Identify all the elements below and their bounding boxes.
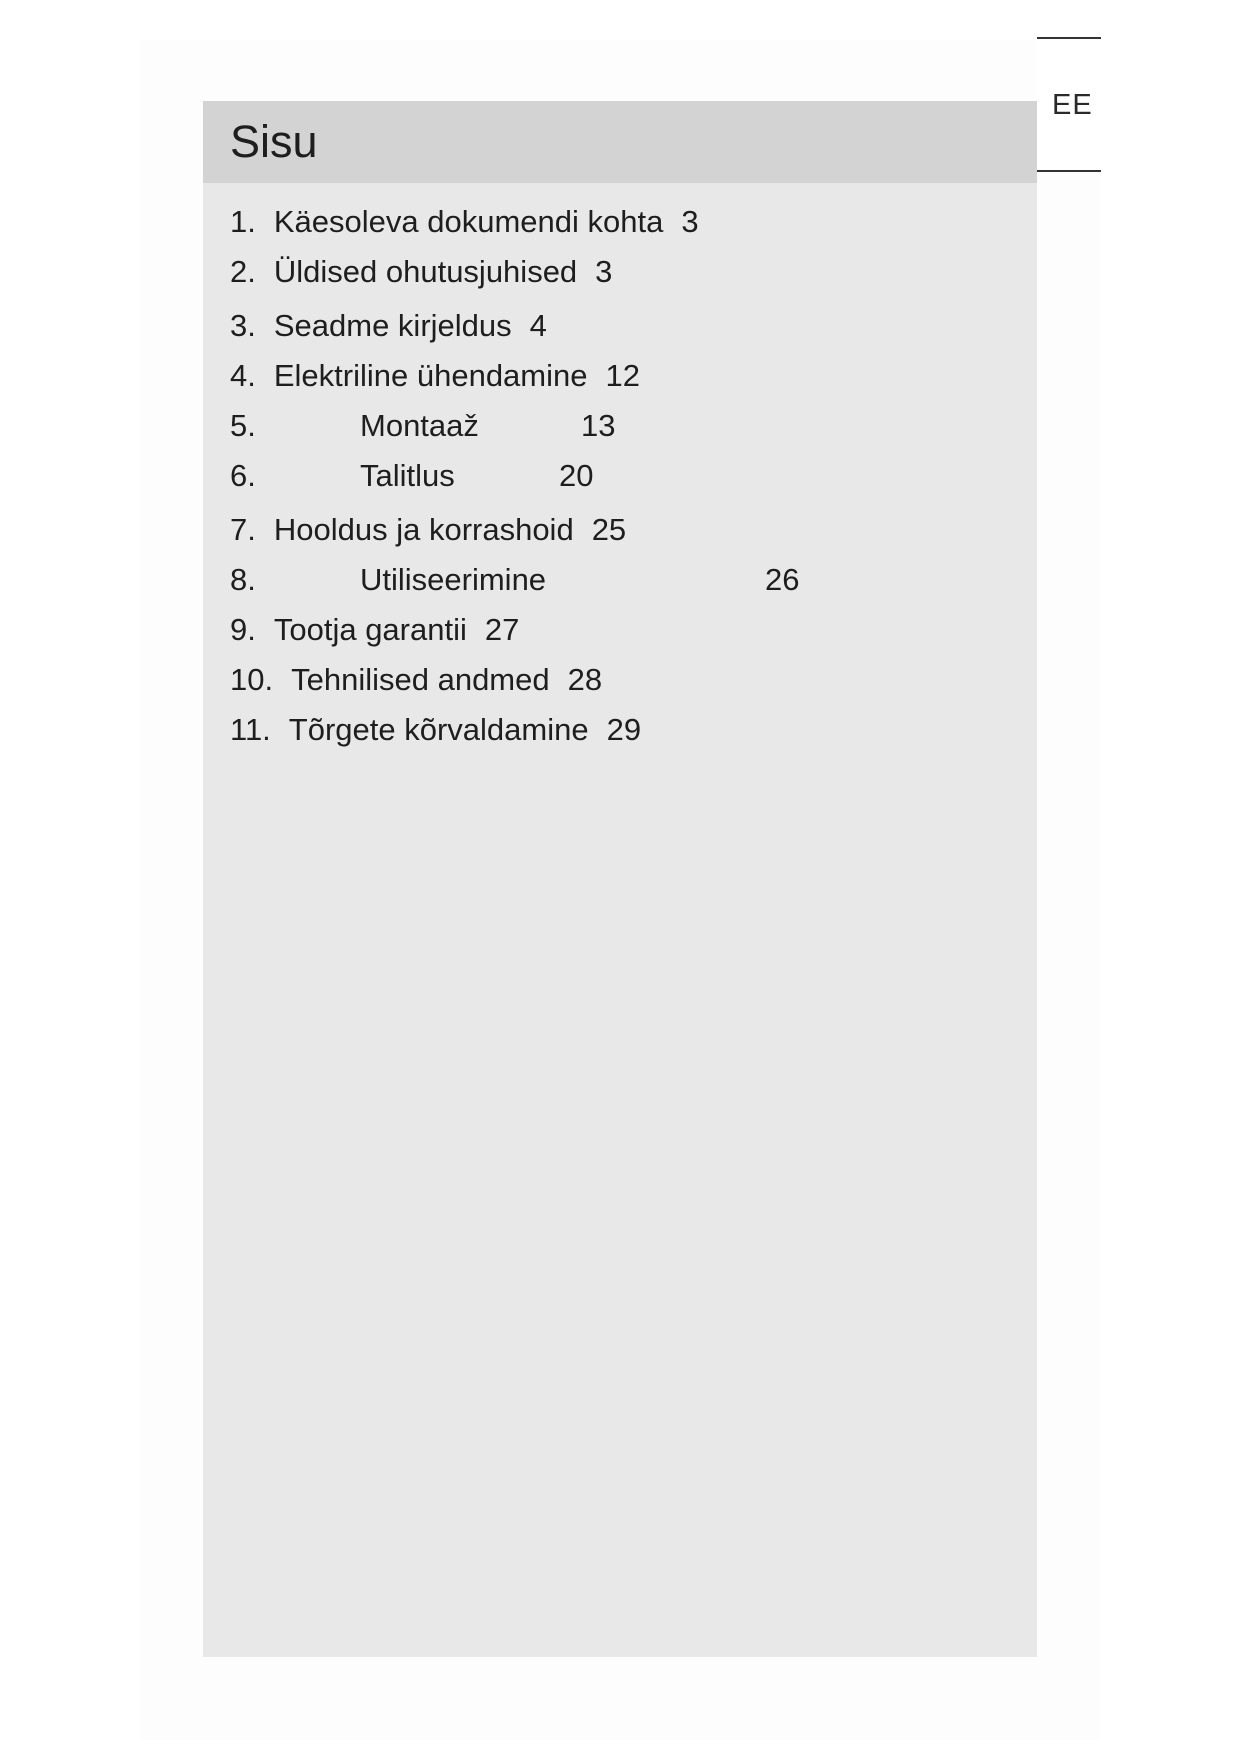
toc-entry-11[interactable] [230,712,641,748]
toc-entry-page: 25 [591,512,627,547]
toc-entry-page: 27 [484,612,520,647]
language-tab [1037,37,1101,172]
language-label: EE [1052,89,1093,121]
toc-entry-number: 10. [230,662,274,697]
toc-entry-10[interactable] [230,662,602,698]
toc-entry-number: 2. [230,254,256,289]
toc-entry-title: Tehnilised andmed [291,662,550,697]
toc-entry-9[interactable] [230,612,519,648]
toc-entry-number: 1. [230,204,256,239]
toc-entry-title: Tõrgete kõrvaldamine [288,712,589,747]
toc-entry-7[interactable] [230,512,626,548]
toc-entry-number: 3. [230,308,256,343]
toc-entry-title: Seadme kirjeldus [273,308,512,343]
toc-entry-2[interactable] [230,254,612,290]
toc-entry-number: 8. [230,562,256,597]
toc-entry-number: 9. [230,612,256,647]
table-of-contents [203,101,1037,1657]
toc-entry-1[interactable] [230,204,699,240]
toc-entry-title: Montaaž [360,408,479,443]
toc-entry-number: 5. [230,408,256,443]
toc-header [203,101,1037,183]
toc-entry-4[interactable] [230,358,640,394]
toc-entry-title: Talitlus [360,458,455,493]
toc-entry-8[interactable] [230,562,799,598]
toc-entry-title: Üldised ohutusjuhised [273,254,578,289]
toc-entry-title: Käesoleva dokumendi kohta [273,204,664,239]
toc-entry-title: Elektriline ühendamine [273,358,588,393]
page-title: Sisu [230,116,318,167]
toc-entry-page: 26 [765,562,800,597]
toc-entry-page: 4 [529,308,547,343]
toc-entry-3[interactable] [230,308,547,344]
toc-entry-page: 28 [567,662,603,697]
toc-entry-page: 12 [605,358,640,393]
toc-entry-page: 13 [581,408,616,443]
toc-entry-title: Tootja garantii [273,612,467,647]
toc-entry-5[interactable] [230,408,615,444]
toc-entry-number: 7. [230,512,256,547]
toc-entry-number: 4. [230,358,256,393]
toc-entry-page: 3 [595,254,613,289]
toc-entry-title: Hooldus ja korrashoid [273,512,574,547]
toc-entry-page: 29 [606,712,642,747]
toc-entry-number: 11. [230,712,271,747]
toc-entry-6[interactable] [230,458,593,494]
toc-entry-page: 3 [681,204,699,239]
toc-entry-page: 20 [559,458,594,493]
toc-entry-title: Utiliseerimine [360,562,547,597]
toc-entry-number: 6. [230,458,256,493]
